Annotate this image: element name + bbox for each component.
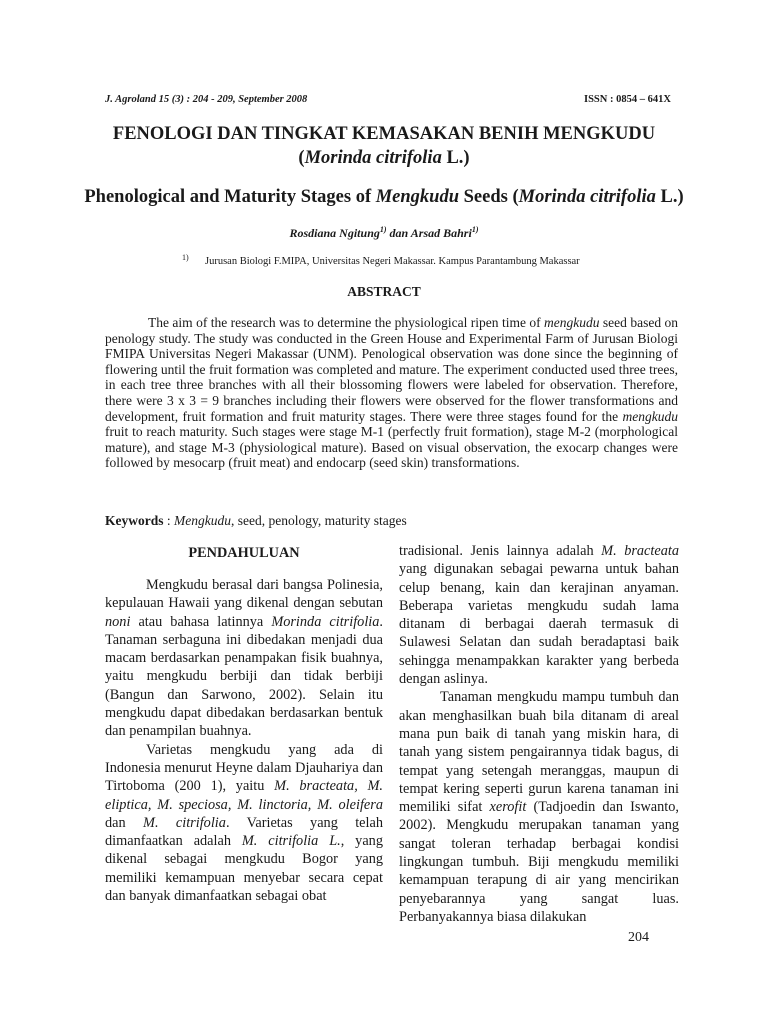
- text-span: . Tanaman serbaguna ini dibedakan menjadi dua macam berdasarkan penampakan fisik buahnya, yaitu mengkudu berbiji dan tidak berbiji (Bangun dan Sarwono, 2002). Selain itu mengkudu dapat dibedakan berdasarkan bentuk dan penampilan buahnya.: [105, 613, 383, 740]
- right-paragraph-2: [399, 688, 679, 926]
- text-span: atau bahasa latinnya: [130, 613, 272, 630]
- title-english: [0, 187, 768, 208]
- title-species: [0, 148, 768, 169]
- italic-species: Morinda citrifolia: [271, 613, 380, 630]
- text-span: , yang dikenal sebagai mengkudu Bogor yang memiliki kemampuan menyebar secara cepat dan banyak dimanfaatkan sebagai obat: [105, 833, 383, 905]
- title-en-post: L.): [655, 187, 684, 207]
- italic-species-list: M. bracteata, M. eliptica, M. speciosa, M. linctoria, M. oleifera: [105, 778, 384, 813]
- text-span: tradisional. Jenis lainnya adalah: [399, 543, 602, 559]
- right-column: [399, 542, 679, 926]
- italic-xerofit: xerofit: [489, 799, 527, 816]
- section-heading-pendahuluan: PENDAHULUAN: [188, 545, 300, 561]
- issn: ISSN : 0854 – 641X: [584, 94, 671, 105]
- abstract-heading: ABSTRACT: [347, 284, 421, 299]
- title-en-mid: Seeds (: [459, 187, 519, 207]
- text-span: dan: [105, 814, 144, 831]
- keywords: [105, 513, 407, 529]
- affiliation: Jurusan Biologi F.MIPA, Universitas Negeri Makassar. Kampus Parantambung Makassar: [205, 256, 580, 267]
- text-span: . Varietas yang telah dimanfaatkan adalah: [105, 814, 383, 850]
- abstract-body: [105, 315, 678, 471]
- text-span: (Tadjoedin dan Iswanto, 2002). Mengkudu merupakan tanaman yang sangat toleran terhadap berbagai kondisi lingkungan tumbuh. Biji mengkudu memiliki kemampuan terapung di air yang mencirikan penyebarannya yang sangat luas. Perbanyakannya biasa dilakukan: [399, 799, 679, 925]
- abstract-s2-italic: mengkudu: [622, 408, 678, 424]
- authors: [0, 226, 768, 241]
- text-span: Mengkudu berasal dari bangsa Polinesia, kepulauan Hawaii yang dikenal dengan sebutan: [105, 577, 383, 612]
- text-span: yang digunakan sebagai pewarna untuk bahan celup benang, kain dan kerajinan anyaman. Beberapa varietas mengkudu sudah lama ditanam di berbagai daerah termasuk di Sulawesi Selatan dan sudah beradaptasi baik sehingga menampakkan karakter yang berbeda dengan aslinya.: [399, 561, 679, 688]
- title-en-species: Morinda citrifolia: [518, 187, 656, 207]
- author-1-sup: 1): [379, 225, 387, 234]
- italic-species: M. bracteata: [601, 543, 679, 559]
- keywords-rest: , seed, penology, maturity stages: [231, 513, 407, 528]
- title-species-close: L.): [441, 148, 470, 168]
- title-species-open: (: [298, 148, 305, 168]
- italic-species: M. citrifolia L.: [241, 833, 341, 850]
- author-1: Rosdiana Ngitung: [289, 226, 380, 240]
- journal-citation: J. Agroland 15 (3) : 204 - 209, September 2008: [105, 94, 308, 105]
- page-number: 204: [628, 930, 649, 945]
- abstract-s3: fruit to reach maturity. Such stages were stage M-1 (perfectly fruit formation), stage M-2 (morphological mature), and stage M-3 (physiological mature). Based on visual observation, the exocarp changes were followed by mesocarp (fruit meat) and endocarp (seed skin) transformations.: [105, 424, 678, 471]
- abstract-paragraph: [105, 315, 678, 471]
- title-species-name: Morinda citrifolia: [304, 148, 442, 168]
- right-paragraph-1: [399, 542, 679, 688]
- keywords-label: Keywords: [105, 513, 164, 528]
- left-paragraph-2: [105, 741, 383, 906]
- author-2-sup: 1): [471, 225, 479, 234]
- left-column: [105, 576, 383, 905]
- text-span: Varietas mengkudu yang ada di Indonesia menurut Heyne dalam Djauhariya dan Tirtoboma (200 1), yaitu: [105, 741, 383, 795]
- title-en-pre: Phenological and Maturity Stages of: [84, 187, 376, 207]
- abstract-s1: The aim of the research was to determine the physiological ripen time of: [148, 315, 545, 330]
- italic-noni: noni: [105, 613, 131, 630]
- abstract-s1-italic: mengkudu: [544, 315, 600, 330]
- text-span: Tanaman mengkudu mampu tumbuh dan akan menghasilkan buah bila ditanam di areal mana pun baik di tanah yang miskin hara, di tanah yang sistem pengairannya tidak bagus, di tempat yang setengah meranggas, maupun di tempat kering seperti gurun karena tanaman ini memiliki sifat: [399, 689, 679, 816]
- author-2: dan Arsad Bahri: [386, 226, 472, 240]
- affiliation-mark: 1): [182, 253, 189, 262]
- abstract-s2: seed based on penology study. The study was conducted in the Green House and Experimental Farm of Jurusan Biologi FMIPA Universitas Negeri Makassar (UNM). Penological observation was done since the beginning of flowering until the fruit formation was completed and mature. The experiment conducted used three trees, in each tree three branches with all their blossoming flowers were labeled for observation. Therefore, there were 3 x 3 = 9 branches including their flowers were observed for the flower transformations and development, fruit formation and fruit maturity stages. There were three stages found for the: [105, 315, 678, 424]
- left-paragraph-1: [105, 576, 383, 741]
- italic-species: M. citrifolia: [143, 814, 226, 831]
- title-indonesian: FENOLOGI DAN TINGKAT KEMASAKAN BENIH MENGKUDU: [112, 124, 656, 144]
- keywords-sep: :: [163, 513, 175, 528]
- title-en-mengkudu: Mengkudu: [375, 187, 460, 207]
- keywords-first: Mengkudu: [174, 513, 231, 528]
